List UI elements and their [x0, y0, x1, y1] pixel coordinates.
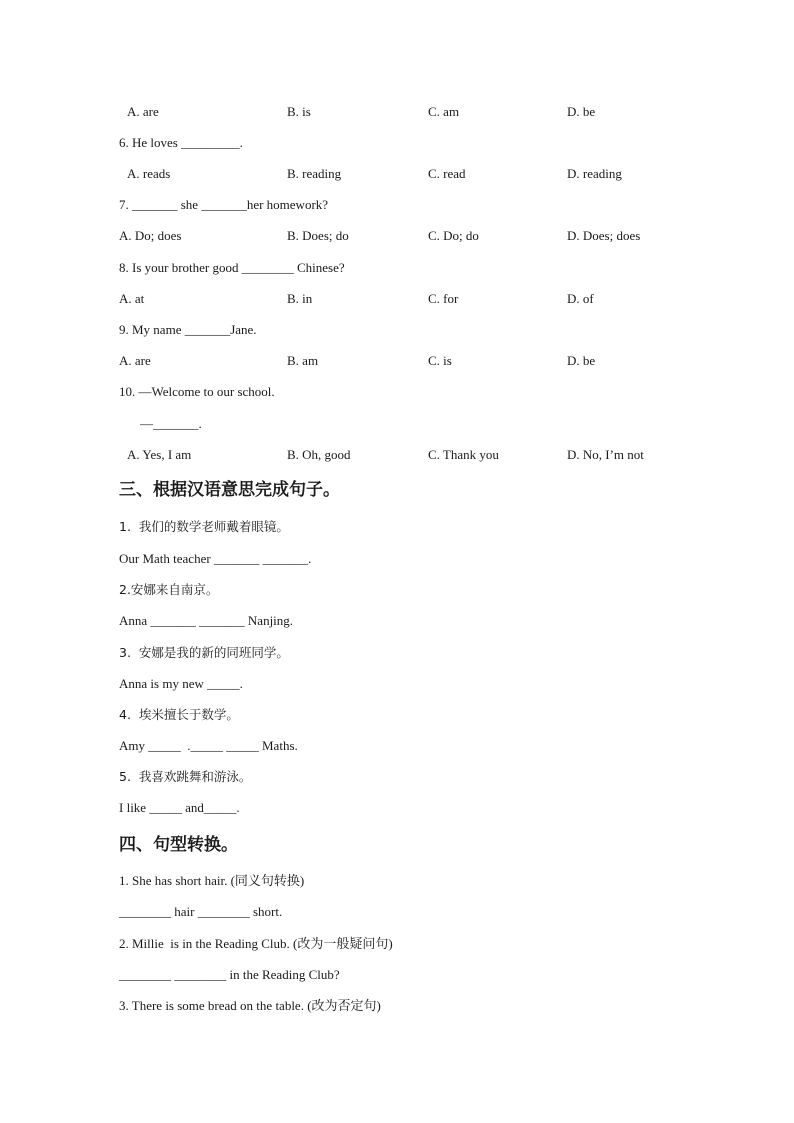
section4-item3-question: 3. There is some bread on the table. (改为否定句)	[119, 998, 381, 1013]
q8-option-a: A. at	[119, 291, 145, 306]
q8-option-d: D. of	[567, 291, 594, 306]
section4-item1-answer: ________ hair ________ short.	[119, 904, 283, 919]
section3-item3-chinese: 3. 安娜是我的新的同班同学。	[119, 645, 289, 660]
q7-options	[119, 228, 679, 244]
section3-title: 三、根据汉语意思完成句子。	[119, 480, 340, 500]
q6-option-d: D. reading	[567, 166, 622, 181]
section3-item3-english: Anna is my new _____.	[119, 676, 243, 691]
section3-item4-chinese: 4. 埃米擅长于数学。	[119, 707, 239, 722]
q7-option-c: C. Do; do	[428, 228, 479, 243]
section3-item1-chinese: 1. 我们的数学老师戴着眼镜。	[119, 519, 289, 534]
q9-options	[119, 353, 679, 369]
q10-stem: 10. —Welcome to our school.	[119, 384, 275, 399]
q5-option-b: B. is	[287, 104, 311, 119]
q6-option-a: A. reads	[127, 166, 171, 181]
q10-options	[119, 447, 679, 463]
q5-option-c: C. am	[428, 104, 460, 119]
q7-option-a: A. Do; does	[119, 228, 182, 243]
q6-stem: 6. He loves _________.	[119, 135, 243, 150]
section3-item2-chinese: 2.安娜来自南京。	[119, 582, 219, 597]
q7-option-d: D. Does; does	[567, 228, 641, 243]
q10-option-d: D. No, I’m not	[567, 447, 644, 462]
q8-options	[119, 291, 679, 307]
q6-option-c: C. read	[428, 166, 466, 181]
q9-option-d: D. be	[567, 353, 596, 368]
q9-option-a: A. are	[119, 353, 151, 368]
q6-options	[119, 166, 679, 182]
section3-item5-chinese: 5. 我喜欢跳舞和游泳。	[119, 769, 252, 784]
q10-option-a: A. Yes, I am	[127, 447, 192, 462]
section3-item2-english: Anna _______ _______ Nanjing.	[119, 613, 294, 628]
section3-item5-english: I like _____ and_____.	[119, 800, 240, 815]
q10-option-b: B. Oh, good	[287, 447, 351, 462]
q9-stem: 9. My name _______Jane.	[119, 322, 257, 337]
q5-option-d: D. be	[567, 104, 596, 119]
q10-reply: —_______.	[140, 416, 202, 431]
q9-option-c: C. is	[428, 353, 452, 368]
section3-item4-english: Amy _____ ._____ _____ Maths.	[119, 738, 298, 753]
q8-option-c: C. for	[428, 291, 459, 306]
section4-title: 四、句型转换。	[119, 835, 238, 855]
q5-option-a: A. are	[127, 104, 159, 119]
q6-option-b: B. reading	[287, 166, 342, 181]
q9-option-b: B. am	[287, 353, 319, 368]
section3-item1-english: Our Math teacher _______ _______.	[119, 551, 312, 566]
q5-options	[119, 104, 679, 120]
q8-option-b: B. in	[287, 291, 313, 306]
q7-stem: 7. _______ she _______her homework?	[119, 197, 329, 212]
section4-item1-question: 1. She has short hair. (同义句转换)	[119, 873, 305, 888]
section4-item2-answer: ________ ________ in the Reading Club?	[119, 967, 340, 982]
section4-item2-question: 2. Millie is in the Reading Club. (改为一般疑问句)	[119, 936, 393, 951]
q10-option-c: C. Thank you	[428, 447, 499, 462]
q7-option-b: B. Does; do	[287, 228, 349, 243]
q8-stem: 8. Is your brother good ________ Chinese?	[119, 260, 345, 275]
